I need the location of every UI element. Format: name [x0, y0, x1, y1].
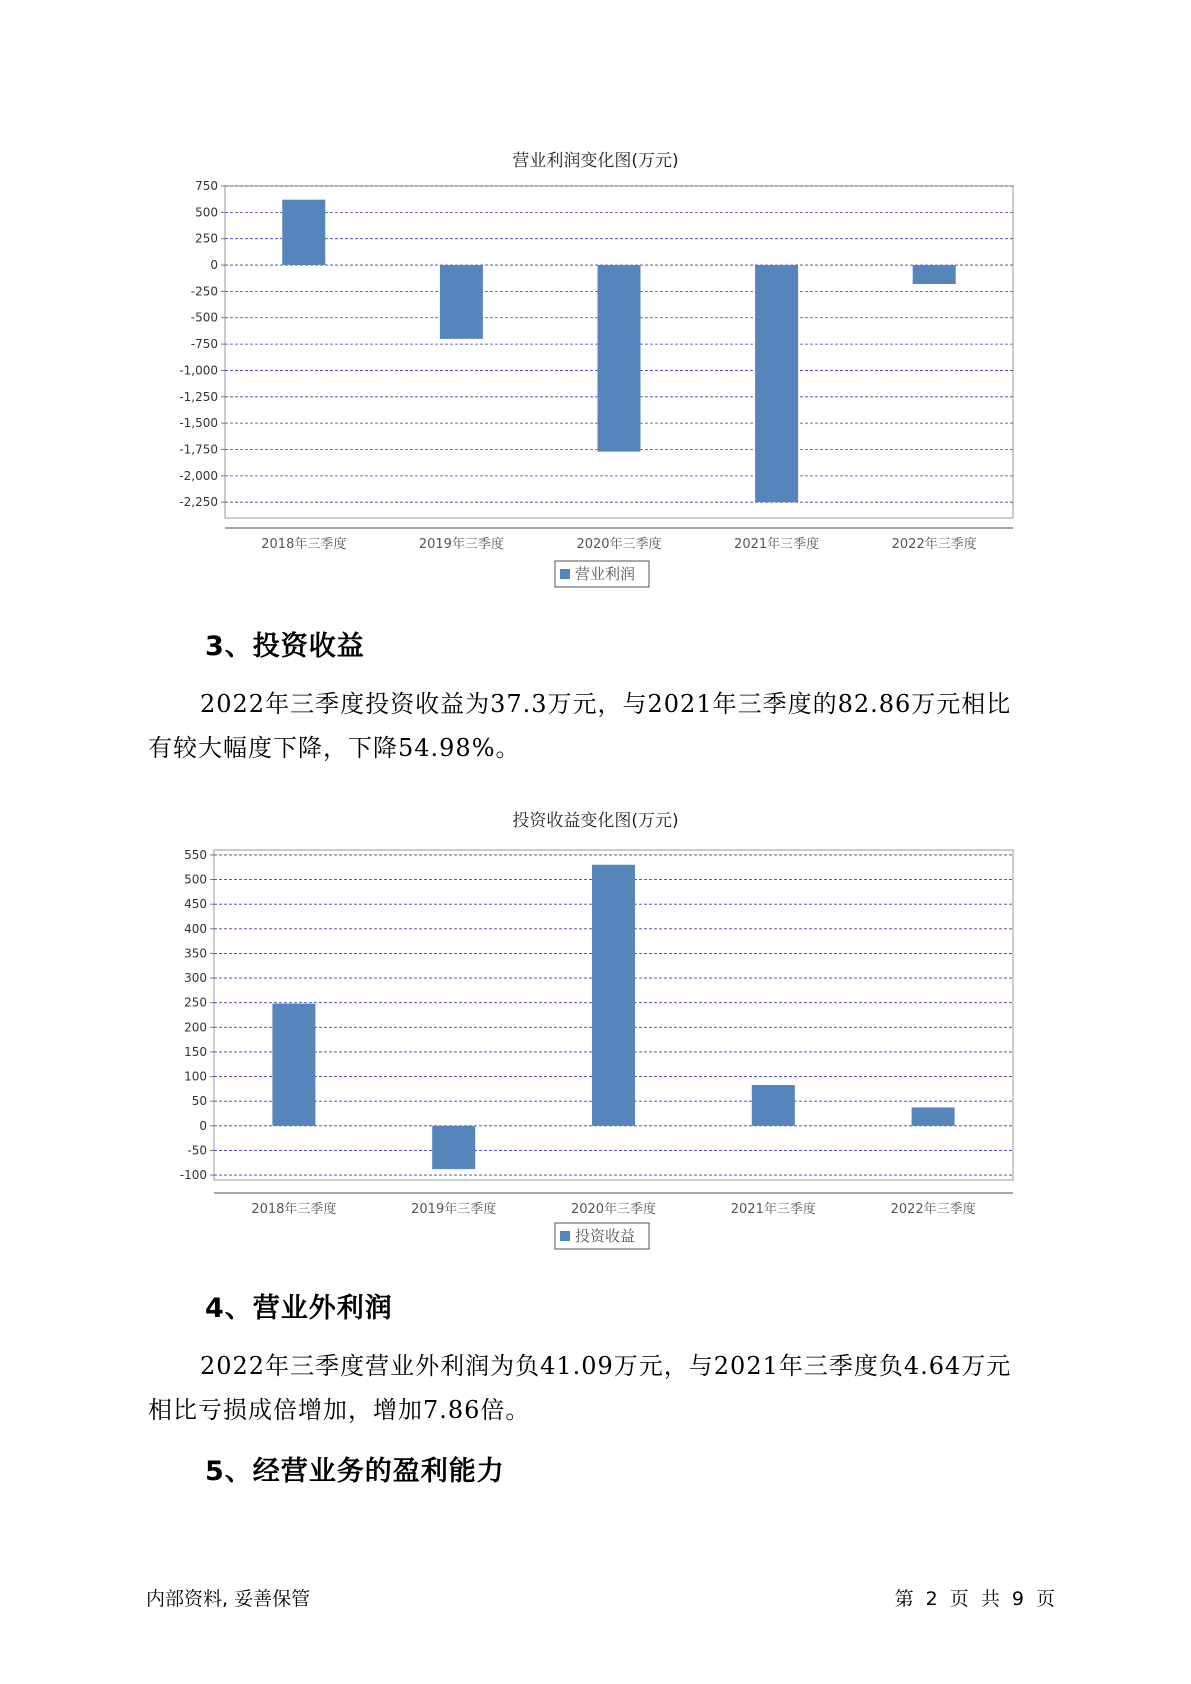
legend-swatch: [560, 569, 570, 579]
bar: [272, 1004, 315, 1126]
bar: [752, 1085, 795, 1126]
legend-swatch: [560, 1231, 570, 1241]
section-heading-non-operating-profit: 4、营业外利润: [205, 1293, 393, 1324]
section-heading-profitability: 5、经营业务的盈利能力: [205, 1456, 505, 1487]
y-tick-label: 100: [184, 1069, 207, 1084]
y-tick-label: 50: [191, 1094, 207, 1109]
investment-income-chart: [0, 830, 1191, 1250]
y-tick-label: 500: [184, 872, 207, 887]
y-tick-label: 750: [195, 179, 218, 193]
x-tick-label: 2020年三季度: [576, 537, 662, 552]
bar: [440, 265, 483, 339]
bar: [282, 200, 325, 265]
chart-title-operating-profit: 营业利润变化图(万元): [512, 151, 679, 171]
x-tick-label: 2022年三季度: [890, 1202, 976, 1217]
y-tick-label: -250: [190, 284, 218, 299]
y-tick-label: 250: [184, 995, 207, 1010]
y-tick-label: 550: [184, 847, 207, 862]
x-tick-label: 2022年三季度: [891, 537, 977, 552]
x-tick-label: 2020年三季度: [570, 1202, 657, 1217]
bar: [913, 265, 956, 284]
x-tick-label: 2018年三季度: [251, 1202, 337, 1217]
bar: [432, 1126, 475, 1169]
legend-label: 投资收益: [575, 1227, 636, 1245]
y-tick-label: -750: [190, 337, 218, 352]
y-tick-label: 0: [210, 258, 218, 273]
y-tick-label: -1,250: [179, 389, 218, 404]
footer-confidential-note: 内部资料, 妥善保管: [146, 1588, 311, 1610]
paragraph-line: 相比亏损成倍增加，增加7.86倍。: [148, 1396, 531, 1424]
section-heading-investment-income: 3、投资收益: [205, 631, 365, 662]
y-tick-label: -100: [179, 1168, 207, 1183]
y-tick-label: 450: [184, 897, 207, 912]
chart-title-investment-income: 投资收益变化图(万元): [512, 811, 679, 831]
bar: [912, 1107, 955, 1125]
y-tick-label: 500: [195, 205, 218, 220]
y-tick-label: -500: [190, 310, 218, 325]
x-tick-label: 2019年三季度: [418, 537, 504, 552]
bar: [755, 265, 798, 502]
y-tick-label: -2,250: [179, 495, 218, 510]
y-tick-label: -1,750: [179, 442, 218, 457]
x-tick-label: 2021年三季度: [730, 1202, 816, 1217]
x-tick-label: 2019年三季度: [411, 1202, 497, 1217]
y-tick-label: 150: [184, 1044, 207, 1059]
y-tick-label: -1,000: [179, 363, 218, 378]
y-tick-label: -50: [187, 1143, 207, 1158]
bar: [598, 265, 641, 452]
x-tick-label: 2018年三季度: [261, 537, 347, 552]
y-tick-label: 300: [184, 971, 207, 986]
paragraph-line: 有较大幅度下降，下降54.98%。: [148, 734, 521, 762]
x-tick-label: 2021年三季度: [734, 537, 820, 552]
y-tick-label: 0: [199, 1118, 207, 1133]
paragraph-line: 2022年三季度投资收益为37.3万元，与2021年三季度的82.86万元相比: [200, 690, 1012, 718]
bar: [592, 865, 635, 1126]
y-tick-label: -1,500: [179, 416, 218, 431]
y-tick-label: 400: [184, 921, 207, 936]
y-tick-label: 250: [195, 231, 218, 246]
y-tick-label: -2,000: [179, 468, 218, 483]
paragraph-non-operating-profit: [148, 1344, 1058, 1432]
y-tick-label: 200: [184, 1020, 207, 1035]
page-number: 第 2 页 共 9 页: [894, 1588, 1055, 1610]
operating-profit-chart: [0, 0, 1191, 600]
y-tick-label: 350: [184, 946, 207, 961]
paragraph-line: 2022年三季度营业外利润为负41.09万元，与2021年三季度负4.64万元: [200, 1352, 1012, 1380]
legend-label: 营业利润: [575, 565, 636, 583]
paragraph-investment-income: [148, 682, 1058, 770]
